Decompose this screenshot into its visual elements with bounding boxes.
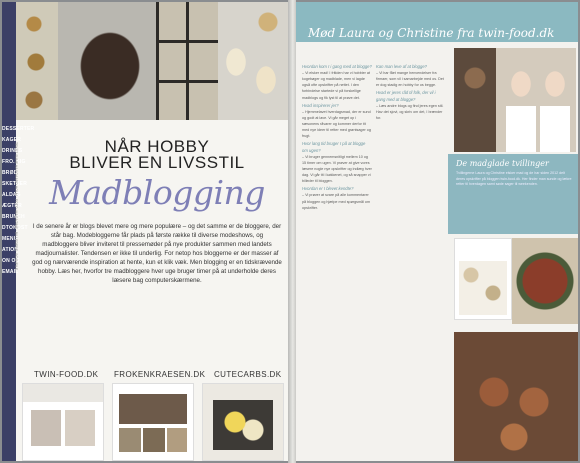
info-box-title: De madglade tvillinger bbox=[456, 159, 549, 168]
text-column-2 bbox=[376, 62, 446, 121]
salad-bowl-photo bbox=[512, 238, 578, 324]
blog-label-twin-food: TWIN-FOOD.DK bbox=[34, 370, 99, 379]
nav-item: BRØD bbox=[2, 170, 18, 176]
nav-item: KAGER bbox=[2, 137, 22, 143]
dish-photo bbox=[454, 48, 496, 152]
nav-item: EMAIL bbox=[2, 269, 19, 275]
headline-line-2: BLIVER EN LIVSSTIL bbox=[69, 153, 245, 172]
answer: – Hjemmelavet hverdagsmad, der er sund og godt at lave. Vi går meget op i sæsonens råvarer og kommer derfor tit med nye ideer til retter med grøntsager og frugt. bbox=[302, 109, 371, 139]
info-box bbox=[448, 154, 578, 234]
nav-item: MENU bbox=[2, 236, 18, 242]
nav-item: BRUNCH bbox=[2, 214, 25, 220]
text-column-1 bbox=[302, 62, 372, 211]
answer: – Vi bruger gennemsnitligt mellem 10 og 15 timer om ugen. Vi prøver at give vores læsere nogle nye opskrifter og indlæg hver dag. Vi går tit i køkkenet, og så snapper vi billeder til bloggen. bbox=[302, 154, 372, 184]
nav-item: ÆGTER bbox=[2, 203, 22, 209]
headline-line-1: NÅR HOBBY bbox=[104, 137, 210, 156]
answer: – Vi elsker mad! I fritiden har vi hobbier at kogebøger og madblade, men vi lagde også ofte opskrifter på nettet. I den forbindelse startede vi på forskellige madblogs og fik lyst til at prøve det. bbox=[302, 71, 370, 100]
tartlets-photo bbox=[16, 2, 58, 120]
interview-header-bar bbox=[296, 2, 578, 42]
shelf-photo bbox=[156, 2, 218, 120]
blog-page-screenshot bbox=[454, 238, 512, 320]
baked-goods-photo bbox=[454, 332, 578, 461]
food-photo-collage bbox=[16, 2, 288, 120]
question: Hvad inspirerer jer? bbox=[302, 102, 339, 108]
nav-item: DRINKS bbox=[2, 148, 23, 154]
blog-label-frokenkraesen: FROKENKRAESEN.DK bbox=[114, 370, 206, 379]
frokenkraesen-screenshot bbox=[112, 383, 194, 461]
desserts-photo bbox=[218, 2, 288, 120]
twin-1-figure bbox=[506, 66, 536, 152]
photo-credit: TEKST SUNE HAUGAARD HOLM · FOTO: MAGAZINE · BILLEDERE: SCANFILE bbox=[14, 142, 18, 271]
left-page bbox=[2, 2, 288, 461]
twin-food-screenshot bbox=[22, 383, 104, 461]
twin-2-figure bbox=[540, 66, 570, 152]
question: Kan man leve af at blogge? bbox=[376, 64, 427, 69]
twin-food-photo bbox=[31, 410, 95, 446]
blog-label-cutecarbs: CUTECARBS.DK bbox=[214, 370, 282, 379]
question: Hvordan kom I i gang med at blogge? bbox=[302, 64, 372, 69]
question: Hvordan er I blevet kendte? bbox=[302, 186, 354, 192]
nav-item: DTOKOST bbox=[2, 225, 28, 231]
nav-item: DESSERTER bbox=[2, 126, 35, 132]
answer: – Vi prøver at svare på alle kommentarer på bloggen og hjælpe med spørgsmål om opskrifter. bbox=[302, 193, 371, 210]
interview-title: Mød Laura og Christine fra twin-food.dk bbox=[308, 26, 555, 40]
blog-page-photos bbox=[459, 261, 507, 315]
headline-script: Madblogging bbox=[49, 173, 265, 212]
info-box-text: Tvillingerne Laura og Christine elsker mad og de har siden 2012 delt deres opskrifter på bloggen twin-food.dk. Her finder man sunde og lækre retter til hverdagen samt søde sager til weekenden. bbox=[456, 171, 572, 187]
nav-item: ON OG bbox=[2, 258, 20, 264]
nav-item: FRO. SIG bbox=[2, 159, 26, 165]
twins-portrait-photo bbox=[454, 48, 576, 152]
nav-item: ATION bbox=[2, 247, 19, 253]
answer: – Vi har fået mange henvendelser fra firmaer, som vil i samarbejde med os. Det er dog stadig en hobby for os begge. bbox=[376, 71, 444, 88]
page-gutter bbox=[288, 0, 296, 463]
answer: – Læs andre blogs og find jeres egen stil. Hav det sjovt, og skriv om det, I brænder for. bbox=[376, 103, 444, 121]
nav-item: ALDAG bbox=[2, 192, 21, 198]
article-headline bbox=[32, 139, 282, 212]
cookie-stack-photo bbox=[58, 2, 156, 120]
cutecarbs-photo bbox=[213, 400, 273, 450]
intro-paragraph: I de senere år er blogs blevet mere og mere populære – og det samme er de bloggere, der står bag. Modebloggerne får plads på første række til diverse modeshows, og madbloggere bliver inviteret til pressemøder på nye produkter sammen med landets madjournalister. Tendensen er ikke til underlig. For netop hos bloggerne er der masser af god og nærværende inspiration at hente, kun et klik væk. Men blogging er en tidskrævende hobby. Læs her, hvorfor tre madbloggere hver uge bruger timer på at underholde deres læsere bag computerskærmene. bbox=[32, 223, 282, 284]
nav-item: SKETSER bbox=[2, 181, 28, 187]
frokenkraesen-thumbs bbox=[119, 428, 187, 452]
question: Hvor lang tid bruger I på at blogge om ugen? bbox=[302, 141, 366, 153]
question: Hvad er jeres råd til folk, der vil i gang med at blogge? bbox=[376, 90, 436, 102]
frokenkraesen-photo bbox=[119, 394, 187, 424]
cutecarbs-screenshot bbox=[202, 383, 284, 461]
right-page bbox=[296, 2, 578, 461]
